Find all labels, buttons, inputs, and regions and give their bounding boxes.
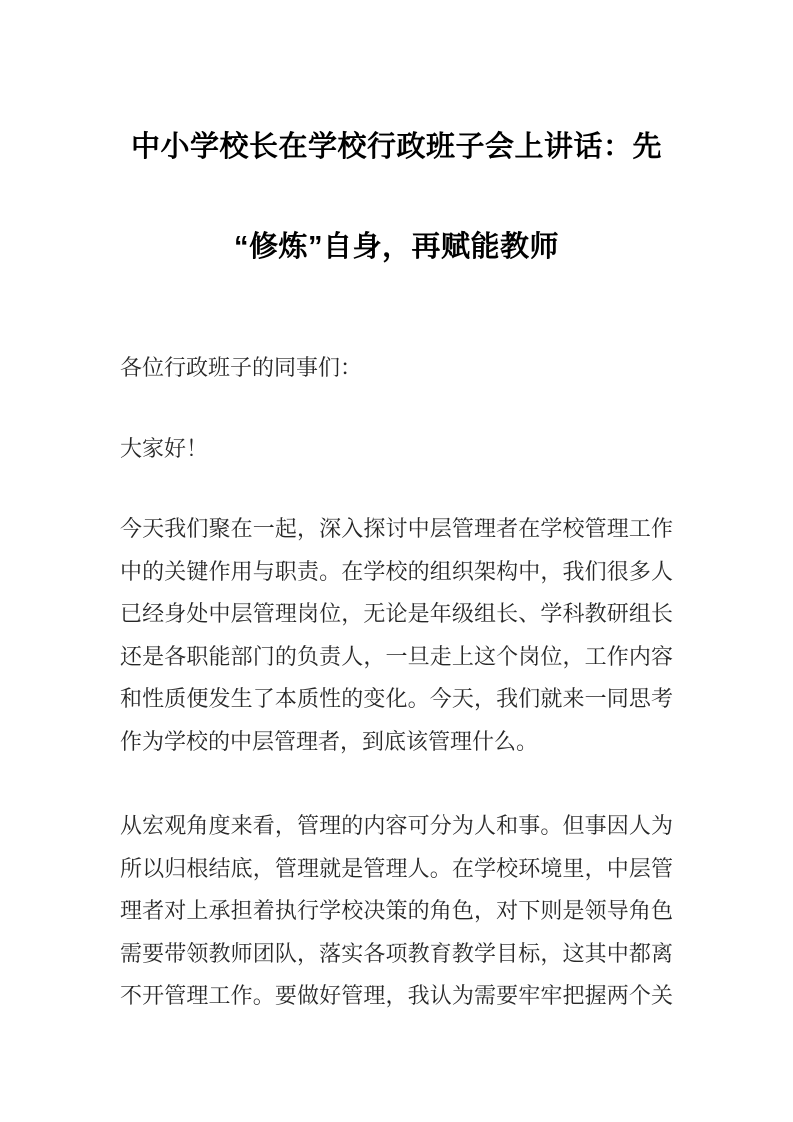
text-line: 从宏观角度来看，管理的内容可分为人和事。但事因人为 <box>120 813 673 838</box>
text-line: 大家好！ <box>120 435 209 461</box>
text-line: 今天我们聚在一起，深入探讨中层管理者在学校管理工作 <box>120 516 673 541</box>
paragraph <box>120 428 673 471</box>
text-line: 理者对上承担着执行学校决策的角色，对下则是领导角色 <box>120 898 673 923</box>
text-line: 和性质便发生了本质性的变化。今天，我们就来一同思考 <box>120 686 673 711</box>
paragraph <box>120 508 673 763</box>
text-line: 已经身处中层管理岗位，无论是年级组长、学科教研组长 <box>120 601 673 626</box>
document-body <box>120 347 673 1018</box>
title-line: 中小学校长在学校行政班子会上讲话：先 <box>130 131 662 163</box>
text-line: 不开管理工作。要做好管理，我认为需要牢牢把握两个关 <box>120 983 673 1008</box>
title-line: “修炼”自身，再赋能教师 <box>233 231 559 263</box>
paragraph <box>120 347 673 390</box>
document-title <box>120 97 673 297</box>
paragraph <box>120 805 673 1018</box>
text-line: 还是各职能部门的负责人，一旦走上这个岗位，工作内容 <box>120 643 673 669</box>
text-line: 作为学校的中层管理者，到底该管理什么。 <box>120 728 539 754</box>
text-line: 所以归根结底，管理就是管理人。在学校环境里，中层管 <box>120 855 673 881</box>
text-line: 需要带领教师团队，落实各项教育教学目标，这其中都离 <box>120 940 673 966</box>
text-line: 中的关键作用与职责。在学校的组织架构中，我们很多人 <box>120 558 673 584</box>
text-line: 各位行政班子的同事们： <box>120 355 363 380</box>
